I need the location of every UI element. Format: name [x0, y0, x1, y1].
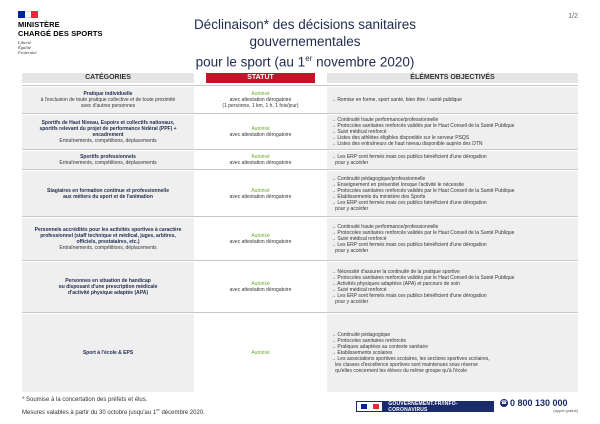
objective-item: → Établissements du ministère des Sports: [331, 193, 426, 200]
status-cell: [206, 262, 315, 312]
status-badge: Autorisé: [251, 187, 270, 194]
category-cell: [22, 262, 194, 312]
status-cell: [206, 314, 315, 392]
title-text: pour le sport (au 1: [195, 54, 306, 70]
footer-note: [22, 396, 205, 418]
objective-item: → Protocoles sanitaires renforcés validés par le Haut Conseil de la Santé Publique: [331, 187, 515, 194]
status-detail: avec attestation dérogatoire: [229, 193, 292, 200]
objective-item: → Enseignement en présentiel lorsque l'activité le nécessite: [331, 181, 464, 188]
objective-item: pour y accéder: [331, 248, 369, 254]
phone-number[interactable]: [500, 398, 580, 408]
table-row: [22, 312, 578, 392]
objectives-cell: [327, 87, 578, 113]
category-title: encadrement: [92, 132, 124, 138]
title-sup: er: [305, 54, 313, 63]
table-row: [22, 216, 578, 260]
category-subtitle: Entraînements, compétitions, déplacements: [59, 160, 157, 166]
category-cell: [22, 115, 194, 149]
objective-item: qu'elles concernent les élèves du même groupe qu'à l'école: [331, 368, 468, 374]
status-cell: [206, 151, 315, 169]
status-detail: avec attestation dérogatoire: [229, 97, 292, 103]
objective-item: → Continuité pédagogique: [331, 332, 391, 338]
objective-item: → Suivi médical renforcé: [331, 129, 387, 135]
objective-item: → Nécessité d'assurer la continuité de la pratique sportive: [331, 269, 460, 275]
objective-item: → Les ERP sont fermés mais ces publics bénéficient d'une dérogation: [331, 242, 487, 248]
objective-item: → Suivi médical renforcé: [331, 236, 387, 242]
status-badge: Autorisé: [251, 91, 270, 97]
status-badge: Autorisé: [251, 154, 270, 160]
category-title: Sport à l'école & EPS: [82, 350, 134, 356]
motto-line: Égalité: [18, 45, 31, 50]
objective-item: → Continuité haute performance/professionnelle: [331, 224, 439, 230]
objective-item: → Les ERP sont fermés mais ces publics bénéficient d'une dérogation: [331, 293, 487, 299]
objective-item: → Protocoles sanitaires renforcés validés par le Haut Conseil de la Santé Publique: [331, 230, 515, 236]
objective-item: → Activités physiques adaptées (APA) et parcours de soin: [331, 281, 460, 287]
status-cell: [206, 171, 315, 216]
logo-line-1: MINISTÈRE: [18, 20, 60, 29]
category-subtitle: avec d'autres personnes: [80, 103, 136, 109]
phone-number-text: 0 800 130 000: [510, 398, 568, 408]
phone-subtext: (appel gratuit): [553, 408, 578, 413]
objective-item: → Les associations sportives scolaires, les sections sportives scolaires,: [331, 356, 490, 362]
objective-item: les classes d'excellence sportives sont maintenues sous réserve: [331, 362, 478, 368]
footer-note-line-1: * Soumise à la concertation des préfets et élus.: [22, 397, 148, 403]
phone-block: [500, 398, 580, 413]
status-badge: Autorisé: [251, 126, 270, 132]
gov-info-banner[interactable]: [356, 401, 494, 412]
table-row: [22, 149, 578, 169]
objective-item: pour y accéder: [331, 299, 369, 305]
objectives-cell: [327, 314, 578, 392]
marianne-flag-icon: [356, 401, 383, 412]
status-detail: (1 personne, 1 km, 1 h, 1 fois/jour): [222, 103, 299, 109]
objectives-header: ÉLÉMENTS OBJECTIVÉS: [327, 73, 578, 83]
objectives-cell: [327, 171, 578, 216]
table-row: [22, 169, 578, 216]
objective-item: → Listes des athlètes éligibles disponible sur le serveur PSQS: [331, 135, 470, 141]
table-row: [22, 260, 578, 312]
category-title: aux métiers du sport et de l'animation: [63, 193, 153, 200]
status-detail: avec attestation dérogatoire: [229, 132, 292, 138]
phone-icon: ☎: [500, 400, 508, 406]
page-number: 1/2: [568, 13, 578, 20]
category-cell: [22, 314, 194, 392]
category-subtitle: Entraînements, compétitions, déplacements: [59, 138, 157, 144]
category-cell: [22, 218, 194, 260]
category-cell: [22, 171, 194, 216]
category-title: professionnel (staff technique et médical, juges, arbitres,: [40, 233, 176, 239]
category-cell: [22, 151, 194, 169]
page-title: [140, 16, 470, 71]
objective-item: → Remise en forme, sport santé, bien être / santé publique: [331, 97, 462, 103]
category-title: Sportifs professionnels: [80, 154, 136, 160]
objective-item: → Protocoles sanitaires renforcés validés par le Haut Conseil de la Santé Publique: [331, 123, 515, 129]
status-cell: [206, 115, 315, 149]
french-flag-icon: [18, 11, 38, 18]
status-detail: avec attestation dérogatoire: [229, 287, 292, 293]
objective-item: → Suivi médical renforcé: [331, 287, 387, 293]
footer-text: Mesures valables à partir du 30 octobre jusqu'au 1: [22, 410, 157, 416]
status-badge: Autorisé: [251, 281, 270, 287]
category-title: Personnes en situation de handicap: [65, 278, 151, 284]
statut-header: STATUT: [206, 73, 315, 83]
footer-text: décembre 2020.: [159, 410, 205, 416]
title-line-1: Déclinaison* des décisions sanitaires gouvernementales: [193, 17, 417, 49]
motto-line: Liberté: [18, 40, 31, 45]
footer-note-line-2: [22, 405, 205, 418]
category-title: Pratique individuelle: [83, 91, 133, 97]
column-headers: [22, 73, 578, 83]
title-line-2: [140, 50, 470, 71]
motto: [18, 40, 148, 55]
objective-item: pour y accéder: [331, 205, 369, 212]
category-title: Sportifs de Haut Niveau, Espoirs et collectifs nationaux,: [41, 120, 175, 126]
objective-item: → Établissements scolaires: [331, 350, 393, 356]
objectives-cell: [327, 151, 578, 169]
gov-banner-text: GOUVERNEMENT.FR/INFO-CORONAVIRUS: [388, 400, 458, 413]
status-cell: [206, 218, 315, 260]
status-detail: avec attestation dérogatoire: [229, 239, 292, 245]
objective-item: → Les ERP sont fermés mais ces publics bénéficient d'une dérogation: [331, 154, 487, 160]
category-title: ou disposant d'une prescription médicale: [58, 284, 158, 290]
table-row: [22, 113, 578, 149]
status-detail: avec attestation dérogatoire: [229, 160, 292, 166]
category-title: d'activité physique adaptée (APA): [67, 290, 148, 296]
objective-item: → Continuité pédagogique/professionnelle: [331, 175, 426, 182]
category-title: officiels, prestataires, etc.): [76, 239, 140, 245]
objective-item: → Les ERP sont fermés mais ces publics bénéficient d'une dérogation: [331, 199, 487, 206]
page-header: [0, 0, 600, 70]
objective-item: → Protocoles sanitaires renforcés validés par le Haut Conseil de la Santé Publique: [331, 275, 515, 281]
objective-item: → Continuité haute performance/professionnelle: [331, 117, 439, 123]
footer-sup: er: [156, 407, 160, 412]
category-subtitle: Entraînements, compétitions, déplacements: [59, 245, 157, 251]
category-title: Personnels accrédités pour les activités sportives à caractère: [34, 227, 182, 233]
objectives-cell: [327, 262, 578, 312]
objectives-cell: [327, 218, 578, 260]
objective-item: → Listes des entraîneurs de haut niveau disponible auprès des DTN: [331, 141, 483, 147]
objective-item: pour y accéder: [331, 160, 369, 166]
category-cell: [22, 87, 194, 113]
categories-header: CATÉGORIES: [22, 73, 194, 83]
objective-item: → Protocoles sanitaires renforcés: [331, 338, 407, 344]
status-badge: Autorisé: [251, 233, 270, 239]
objectives-cell: [327, 115, 578, 149]
logo-line-2: CHARGÉ DES SPORTS: [18, 28, 103, 38]
status-badge: Autorisé: [251, 350, 270, 356]
status-cell: [206, 87, 315, 113]
objective-item: → Pratiques adaptées au contexte sanitaire: [331, 344, 429, 350]
title-text: novembre 2020): [312, 54, 415, 70]
category-title: sportifs relevant du projet de performance fédéral (PPF) +: [39, 126, 177, 132]
motto-line: Fraternité: [18, 50, 37, 55]
table-row: [22, 85, 578, 113]
category-subtitle: à l'exclusion de toute pratique collective et de toute proximité: [40, 97, 176, 103]
category-title: Stagiaires en formation continue et professionnelle: [47, 187, 169, 194]
ministry-logo: [18, 11, 148, 55]
